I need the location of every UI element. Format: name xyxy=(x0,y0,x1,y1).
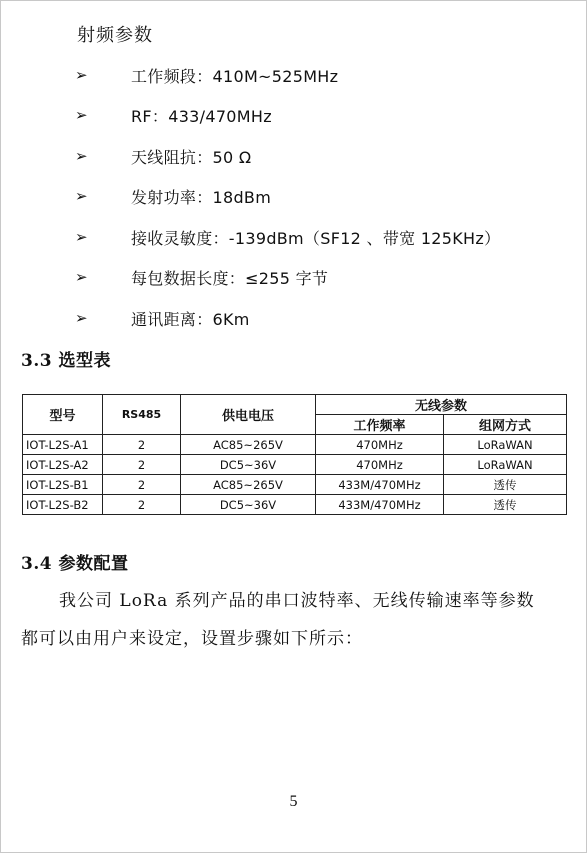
cell-network: 透传 xyxy=(444,475,567,495)
parameter-config-heading: 3.4 参数配置 xyxy=(21,554,129,574)
arrow-bullet-icon: ➢ xyxy=(75,147,88,165)
bullet-item-range xyxy=(75,306,250,330)
cell-voltage: DC5~36V xyxy=(181,455,316,475)
cell-model: IOT-L2S-B1 xyxy=(23,475,103,495)
cell-frequency: 470MHz xyxy=(316,455,444,475)
cell-model: IOT-L2S-B2 xyxy=(23,495,103,515)
config-paragraph xyxy=(21,582,569,658)
table-row xyxy=(23,455,567,475)
header-rs485: RS485 xyxy=(103,395,181,435)
arrow-bullet-icon: ➢ xyxy=(75,268,88,286)
cell-frequency: 433M/470MHz xyxy=(316,475,444,495)
cell-model: IOT-L2S-A2 xyxy=(23,455,103,475)
cell-network: LoRaWAN xyxy=(444,435,567,455)
cell-rs485: 2 xyxy=(103,495,181,515)
table-row xyxy=(23,435,567,455)
cell-frequency: 470MHz xyxy=(316,435,444,455)
header-model: 型号 xyxy=(23,395,103,435)
cell-voltage: AC85~265V xyxy=(181,435,316,455)
arrow-bullet-icon: ➢ xyxy=(75,228,88,246)
bullet-item-rf xyxy=(75,103,272,127)
bullet-item-sensitivity xyxy=(75,225,500,249)
table-header-row xyxy=(23,395,567,415)
table-row xyxy=(23,495,567,515)
cell-voltage: AC85~265V xyxy=(181,475,316,495)
paragraph-line: 我公司 LoRa 系列产品的串口波特率、无线传输速率等参数 xyxy=(59,591,535,611)
cell-rs485: 2 xyxy=(103,435,181,455)
header-wireless: 无线参数 xyxy=(316,395,567,415)
cell-frequency: 433M/470MHz xyxy=(316,495,444,515)
arrow-bullet-icon: ➢ xyxy=(75,309,88,327)
arrow-bullet-icon: ➢ xyxy=(75,106,88,124)
cell-voltage: DC5~36V xyxy=(181,495,316,515)
selection-table xyxy=(22,394,567,515)
cell-network: 透传 xyxy=(444,495,567,515)
header-frequency: 工作频率 xyxy=(316,415,444,435)
cell-rs485: 2 xyxy=(103,455,181,475)
bullet-text: 天线阻抗：50 Ω xyxy=(131,147,252,167)
bullet-text: RF：433/470MHz xyxy=(131,106,272,126)
paragraph-line: 都可以由用户来设定，设置步骤如下所示： xyxy=(21,629,363,649)
bullet-text: 接收灵敏度：-139dBm（SF12 、带宽 125KHz） xyxy=(131,228,501,248)
rf-parameters-title: 射频参数 xyxy=(77,25,153,45)
bullet-text: 发射功率：18dBm xyxy=(131,187,272,207)
table-row xyxy=(23,475,567,495)
bullet-text: 每包数据长度：≤255 字节 xyxy=(131,268,329,288)
cell-model: IOT-L2S-A1 xyxy=(23,435,103,455)
arrow-bullet-icon: ➢ xyxy=(75,187,88,205)
bullet-item-packet-length xyxy=(75,265,328,289)
selection-table-heading: 3.3 选型表 xyxy=(21,351,111,371)
bullet-item-frequency-band xyxy=(75,63,338,87)
bullet-text: 工作频段：410M~525MHz xyxy=(131,66,339,86)
header-network: 组网方式 xyxy=(444,415,567,435)
bullet-item-transmit-power xyxy=(75,184,271,208)
bullet-text: 通讯距离：6Km xyxy=(131,309,250,329)
page-number: 5 xyxy=(289,793,298,810)
header-voltage: 供电电压 xyxy=(181,395,316,435)
cell-network: LoRaWAN xyxy=(444,455,567,475)
bullet-item-antenna-impedance xyxy=(75,144,251,168)
cell-rs485: 2 xyxy=(103,475,181,495)
arrow-bullet-icon: ➢ xyxy=(75,66,88,84)
